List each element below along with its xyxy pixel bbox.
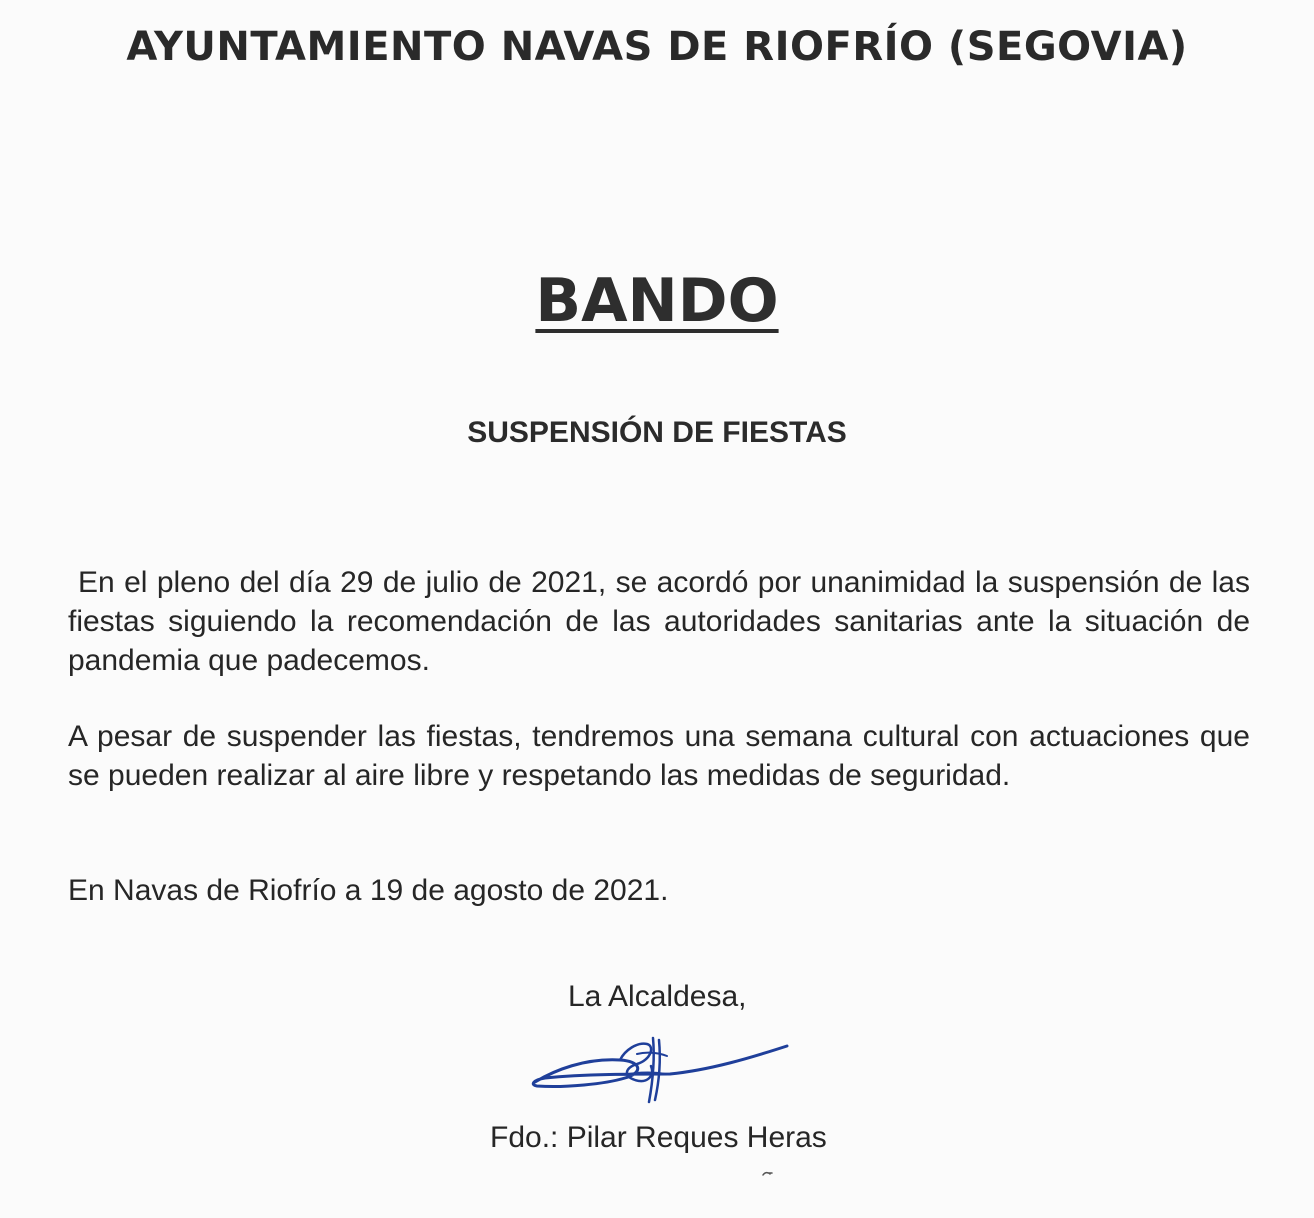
document-title-text: BANDO (535, 266, 779, 336)
ink-speck-icon (762, 1170, 774, 1178)
document-subtitle: SUSPENSIÓN DE FIESTAS (467, 416, 847, 449)
signed-by: Fdo.: Pilar Reques Heras (490, 1121, 827, 1154)
dateline: En Navas de Riofrío a 19 de agosto de 2021. (68, 874, 669, 907)
document-title (0, 266, 1314, 336)
signer-role: La Alcaldesa, (568, 980, 747, 1013)
municipality-header: AYUNTAMIENTO NAVAS DE RIOFRÍO (SEGOVIA) (126, 24, 1188, 70)
paragraph-1: En el pleno del día 29 de julio de 2021, se acordó por unanimidad la suspensión de las fiestas siguiendo la recomendación de las autoridades sanitarias ante la situación de pandemia que padecemos. (68, 566, 1250, 677)
signature-icon (525, 1030, 795, 1110)
paragraph-2: A pesar de suspender las fiestas, tendremos una semana cultural con actuaciones que se pueden realizar al aire libre y respetando las medidas de seguridad. (68, 720, 1250, 792)
